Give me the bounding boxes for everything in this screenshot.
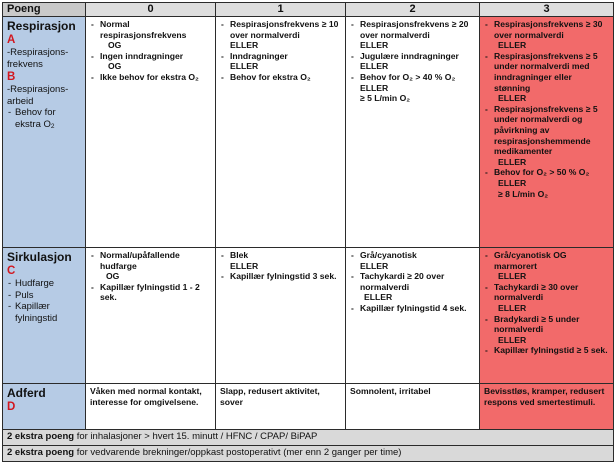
header-score-3: 3 — [480, 3, 614, 17]
respirasjon-item-oksygen-sub: 2 — [50, 122, 55, 130]
sirk-3-item: - Kapillær fylningstid ≥ 5 sek. — [494, 345, 610, 356]
footer-row-1 — [3, 430, 614, 446]
sirk-0-connector: OG — [106, 271, 120, 282]
respirasjon-letter-a: A — [7, 34, 16, 46]
sirk-3-connector: ELLER — [498, 334, 527, 345]
sirk-2-item: - Tachykardi ≥ 20 over normalverdi — [360, 271, 476, 292]
sirk-1-connector: ELLER — [230, 260, 259, 271]
sirk-1-item: - Kapillær fylningstid 3 sek. — [230, 271, 342, 282]
adferd-score-1 — [216, 384, 346, 430]
resp-2-item: - Respirasjonsfrekvens ≥ 20 over normalverdi — [360, 19, 476, 40]
resp-3-connector: ELLER — [498, 156, 527, 167]
footer-row-2 — [3, 446, 614, 462]
adferd-3-text: Bevisstløs, kramper, redusert respons ved smertestimuli. — [484, 386, 605, 407]
sirkulasjon-score-1 — [216, 248, 346, 384]
sirk-0-item: - Kapillær fylningstid 1 - 2 sek. — [100, 282, 212, 303]
resp-0-item: - Ingen inndragninger — [100, 51, 212, 62]
sirk-2-item: - Kapillær fylningstid 4 sek. — [360, 303, 476, 314]
resp-2-connector: ELLER — [360, 61, 389, 72]
resp-1-item: - Respirasjonsfrekvens ≥ 10 over normalverdi — [230, 19, 342, 40]
resp-2-value: ≥ 5 L/min O₂ — [360, 93, 411, 104]
resp-0-connector: OG — [108, 40, 122, 51]
header-score-0: 0 — [86, 3, 216, 17]
resp-2-connector: ELLER — [360, 40, 389, 51]
sirk-0-item: - Normal/upåfallende hudfarge — [100, 250, 212, 271]
resp-3-connector: ELLER — [498, 40, 527, 51]
header-score-1: 1 — [216, 3, 346, 17]
respirasjon-score-3 — [480, 17, 614, 248]
adferd-2-text: Somnolent, irritabel — [350, 386, 431, 396]
resp-3-connector: ELLER — [498, 93, 527, 104]
adferd-title: Adferd — [7, 386, 46, 400]
sirkulasjon-score-2 — [346, 248, 480, 384]
resp-3-item: - Respirasjonsfrekvens ≥ 5 under normalverdi og påvirkning av respirasjonshemmende medikamenter — [494, 104, 610, 157]
sirkulasjon-title: Sirkulasjon — [7, 250, 72, 264]
respirasjon-item-frekvens: -Respirasjons-frekvens — [7, 47, 69, 70]
sirk-3-connector: ELLER — [498, 302, 527, 313]
resp-3-value: ≥ 8 L/min O₂ — [498, 188, 549, 199]
resp-1-connector: ELLER — [230, 61, 259, 72]
resp-0-connector: OG — [108, 61, 122, 72]
sirkulasjon-score-3 — [480, 248, 614, 384]
resp-3-item: - Respirasjonsfrekvens ≥ 30 over normalverdi — [494, 19, 610, 40]
adferd-row — [3, 384, 614, 430]
sirkulasjon-item: - Puls — [7, 290, 82, 302]
header-row — [3, 3, 614, 17]
footer-2-bold: 2 ekstra poeng — [7, 447, 75, 458]
footer-note-inhalasjoner — [3, 430, 614, 446]
respirasjon-item-arbeid: -Respirasjons-arbeid — [7, 84, 69, 107]
sirkulasjon-item: - Hudfarge — [7, 278, 82, 290]
resp-2-item: - Jugulære inndragninger — [360, 51, 476, 62]
sirkulasjon-score-0 — [86, 248, 216, 384]
header-score-2: 2 — [346, 3, 480, 17]
sirk-3-item: - Tachykardi ≥ 30 over normalverdi — [494, 282, 610, 303]
sirkulasjon-row — [3, 248, 614, 384]
pews-score-table — [2, 2, 614, 462]
sirk-1-item: - Blek — [230, 250, 342, 261]
respirasjon-title: Respirasjon — [7, 19, 76, 33]
adferd-score-3 — [480, 384, 614, 430]
sirkulasjon-label-cell — [3, 248, 86, 384]
resp-1-item: - Behov for ekstra O₂ — [230, 72, 342, 83]
sirk-3-item: - Grå/cyanotisk OG marmorert — [494, 250, 610, 271]
respirasjon-score-0 — [86, 17, 216, 248]
header-poeng: Poeng — [3, 3, 86, 17]
sirk-3-item: - Bradykardi ≥ 5 under normalverdi — [494, 314, 610, 335]
sirkulasjon-item: - Kapillær fylningstid — [7, 301, 82, 324]
footer-1-rest: for inhalasjoner > hvert 15. minutt / HFNC / CPAP/ BiPAP — [74, 431, 318, 442]
sirk-2-connector: ELLER — [360, 260, 389, 271]
sirk-2-connector: ELLER — [364, 292, 393, 303]
sirk-3-connector: ELLER — [498, 271, 527, 282]
respirasjon-score-2 — [346, 17, 480, 248]
resp-3-item: - Behov for O₂ > 50 % O₂ — [494, 167, 610, 178]
respirasjon-item-oksygen-text: Behov for ekstra O — [15, 107, 56, 130]
respirasjon-letter-b: B — [7, 71, 16, 83]
resp-1-connector: ELLER — [230, 40, 259, 51]
respirasjon-score-1 — [216, 17, 346, 248]
resp-1-item: - Inndragninger — [230, 51, 342, 62]
adferd-1-text: Slapp, redusert aktivitet, sover — [220, 386, 320, 407]
sirkulasjon-letter-c: C — [7, 265, 16, 277]
adferd-letter-d: D — [7, 401, 16, 413]
footer-2-rest: for vedvarende brekninger/oppkast postoperativt (mer enn 2 ganger per time) — [74, 447, 402, 458]
pews-score-table-container — [2, 2, 613, 462]
resp-2-connector: ELLER — [360, 82, 389, 93]
respirasjon-label-cell — [3, 17, 86, 248]
respirasjon-row — [3, 17, 614, 248]
resp-0-item: - Normal respirasjonsfrekvens — [100, 19, 212, 40]
resp-3-item: - Respirasjonsfrekvens ≥ 5 under normalverdi med inndragninger eller stønning — [494, 51, 610, 93]
footer-note-brekninger — [3, 446, 614, 462]
adferd-label-cell — [3, 384, 86, 430]
adferd-score-0 — [86, 384, 216, 430]
adferd-0-text: Våken med normal kontakt, interesse for omgivelsene. — [90, 386, 202, 407]
resp-0-item: - Ikke behov for ekstra O₂ — [100, 72, 212, 83]
resp-3-connector: ELLER — [498, 177, 527, 188]
sirk-2-item: - Grå/cyanotisk — [360, 250, 476, 261]
adferd-score-2 — [346, 384, 480, 430]
footer-1-bold: 2 ekstra poeng — [7, 431, 75, 442]
respirasjon-item-oksygen — [7, 107, 82, 130]
resp-2-item: - Behov for O₂ > 40 % O₂ — [360, 72, 476, 83]
